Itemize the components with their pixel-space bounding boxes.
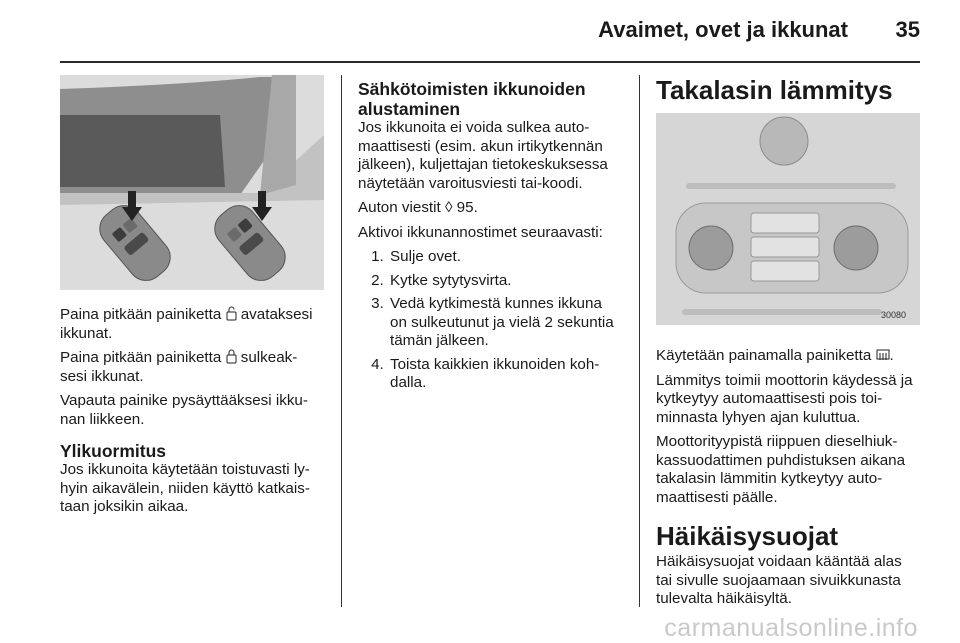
watermark: carmanualsonline.info	[664, 614, 918, 642]
column-right	[656, 75, 920, 615]
paragraph-open-windows: Paina pitkään painiketta avataksesi ikkunat.	[60, 306, 313, 342]
paragraph-messages-ref: Auton viestit ◊ 95.	[358, 199, 478, 216]
paragraph-heating-auto-off: Lämmitys toimii moottorin käydessä ja kytkeytyy automaattisesti pois toi-minnasta lyhyen ajan kuluttua.	[656, 371, 913, 426]
figure-code: 30080	[881, 310, 907, 320]
page-header	[0, 0, 960, 60]
steps-list	[358, 248, 622, 393]
page-number: 35	[895, 17, 920, 42]
paragraph-use: Käytetään painamalla painiketta .	[656, 347, 894, 364]
paragraph-sun-visors: Häikäisysuojat voidaan kääntää alas tai sivulle suojaamaan sivuikkunasta tulevalta häikäisyltä.	[656, 553, 902, 607]
heading-window-init-line2: alustaminen	[358, 99, 461, 119]
header-rule	[60, 61, 920, 63]
unlock-key-icon	[226, 306, 237, 321]
list-item: 3. Vedä kytkimestä kunnes ikkuna on sulkeutunut ja vielä 2 sekuntia tämän jälkeen.	[388, 295, 622, 351]
paragraph-overload: Jos ikkunoita käytetään toistuvasti ly-hyin aikavälein, niiden käyttö katkais-taan joksikin aikaa.	[60, 461, 310, 515]
climate-control-panel-illustration	[656, 113, 920, 325]
column-divider	[341, 75, 342, 607]
paragraph-window-init: Jos ikkunoita ei voida sulkea auto-maattisesti (esim. akun irtikytkennän jälkeen), kuljettajan tietokeskuksessa näytetään varoitusviesti tai-koodi.	[358, 119, 608, 192]
column-middle	[358, 75, 622, 398]
list-item: 4. Toista kaikkien ikkunoiden koh-dalla.	[388, 356, 622, 393]
list-item: 2. Kytke sytytysvirta.	[388, 272, 622, 291]
list-item: 1. Sulje ovet.	[388, 248, 622, 267]
heading-sun-visors: Häikäisysuojat	[656, 521, 839, 551]
paragraph-activate: Aktivoi ikkunannostimet seuraavasti:	[358, 223, 603, 241]
paragraph-diesel-filter: Moottorityypistä riippuen dieselhiuk-kassuodattimen puhdistuksen aikana takalasin lämmitin kytkeytyy auto-maattisesti päälle.	[656, 433, 906, 506]
paragraph-close-windows: Paina pitkään painiketta sulkeak-sesi ikkunat.	[60, 349, 298, 385]
rear-window-heating-icon	[876, 348, 890, 362]
window-key-illustration	[60, 75, 324, 290]
heading-overload: Ylikuormitus	[60, 441, 166, 461]
lock-key-icon	[226, 349, 237, 364]
header-title: Avaimet, ovet ja ikkunat	[598, 17, 848, 42]
column-divider	[639, 75, 640, 607]
heading-rear-window-heating: Takalasin lämmitys	[656, 75, 893, 105]
heading-window-init-line1: Sähkötoimisten ikkunoiden	[358, 79, 586, 99]
column-left	[60, 75, 324, 523]
paragraph-release: Vapauta painike pysäyttääksesi ikku-nan liikkeen.	[60, 392, 308, 428]
